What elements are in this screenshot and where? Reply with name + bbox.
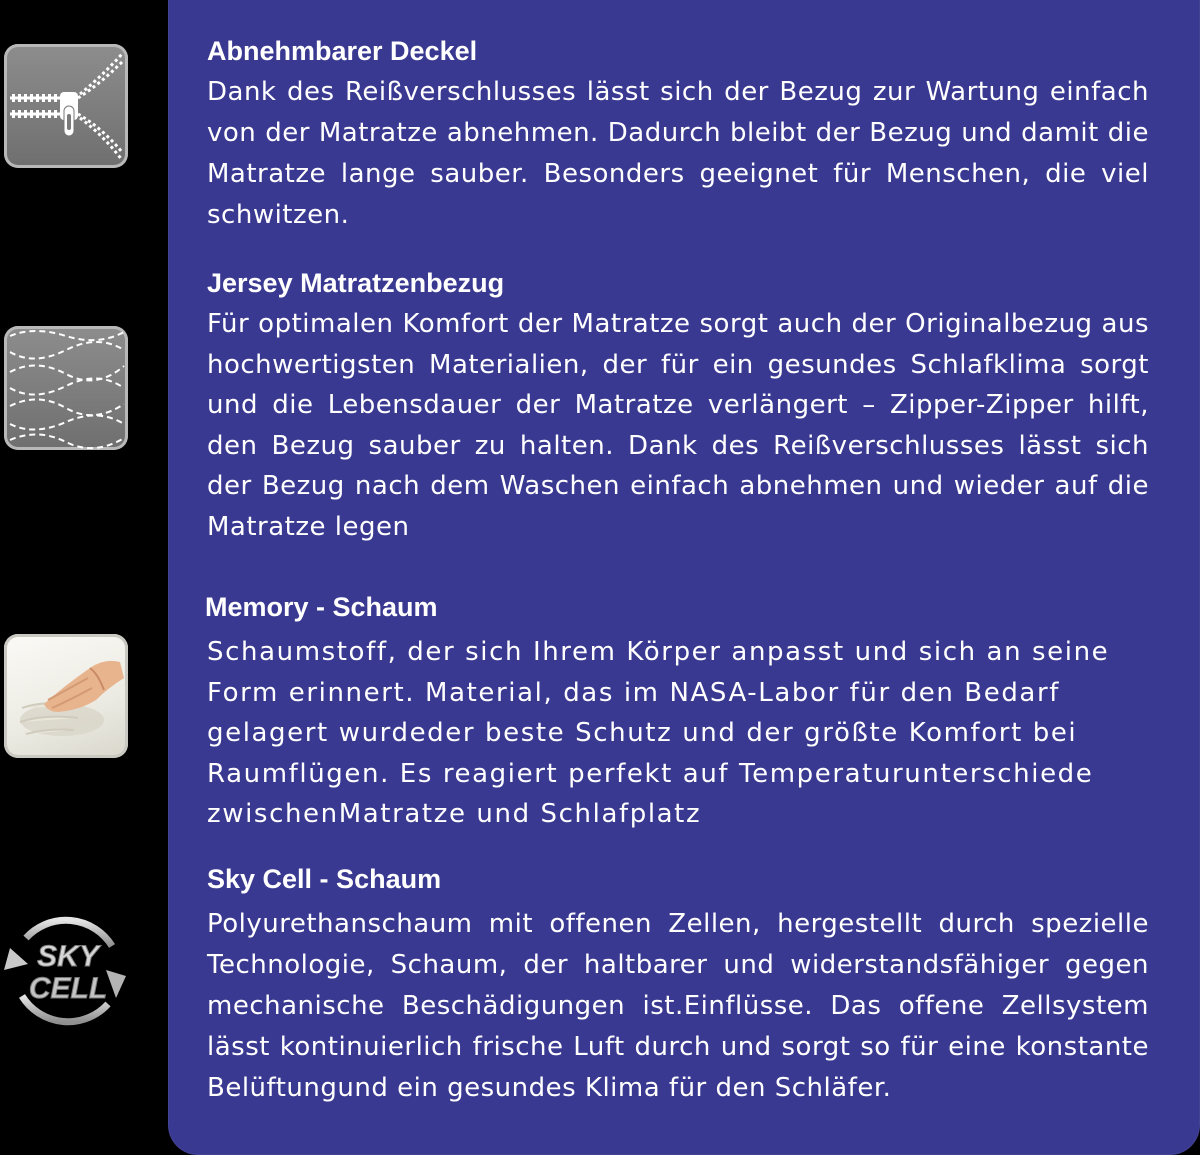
sky-cell-logo-line2: CELL [28,972,108,1005]
section-body: Schaumstoff, der sich Ihrem Körper anpasst und sich an seine Form erinnert. Material, das im NASA-Labor für den Bedarf gelagert wurdeder beste Schutz und der größte Komfort bei Raumflügen. Es reagiert perfekt auf Temperaturunterschiede zwischenMatratze und Schlafplatz [207,637,1110,829]
section-body: Polyurethanschaum mit offenen Zellen, hergestellt durch spezielle Technologie, Schaum, der haltbarer und widerstandsfähiger gegen mechanische Beschädigungen ist.Einflüsse. Das offene Zellsystem lässt kontinuierlich frische Luft durch und sorgt so für eine konstante Belüftungund ein gesundes Klima für den Schläfer. [207,909,1149,1103]
section-title: Sky Cell - Schaum [207,864,442,894]
feature-section-sky-cell-foam [207,862,1149,1109]
zipper-icon [4,44,128,168]
feature-section-removable-cover [207,34,1149,236]
feature-section-jersey-cover [207,266,1149,547]
sky-cell-icon [4,912,130,1030]
memory-foam-hand-icon [4,634,128,758]
section-body: Dank des Reißverschlusses lässt sich der Bezug zur Wartung einfach von der Matratze abnehmen. Dadurch bleibt der Bezug und damit die Matratze lange sauber. Besonders geeignet für Menschen, die viel schwitzen. [207,77,1149,230]
jersey-fabric-icon [4,326,128,450]
section-title: Abnehmbarer Deckel [207,36,478,66]
section-title: Jersey Matratzenbezug [207,268,505,298]
section-body: Für optimalen Komfort der Matratze sorgt auch der Originalbezug aus hochwertigsten Materialien, der für ein gesundes Schlafklima sorgt und die Lebensdauer der Matratze verlängert – Zipper-Zipper hilft, den Bezug sauber zu halten. Dank des Reißverschlusses lässt sich der Bezug nach dem Waschen einfach abnehmen und wieder auf die Matratze legen [207,309,1149,542]
feature-section-memory-foam [207,590,1149,835]
sky-cell-logo-line1: SKY [37,940,99,973]
section-title: Memory - Schaum [205,592,438,622]
